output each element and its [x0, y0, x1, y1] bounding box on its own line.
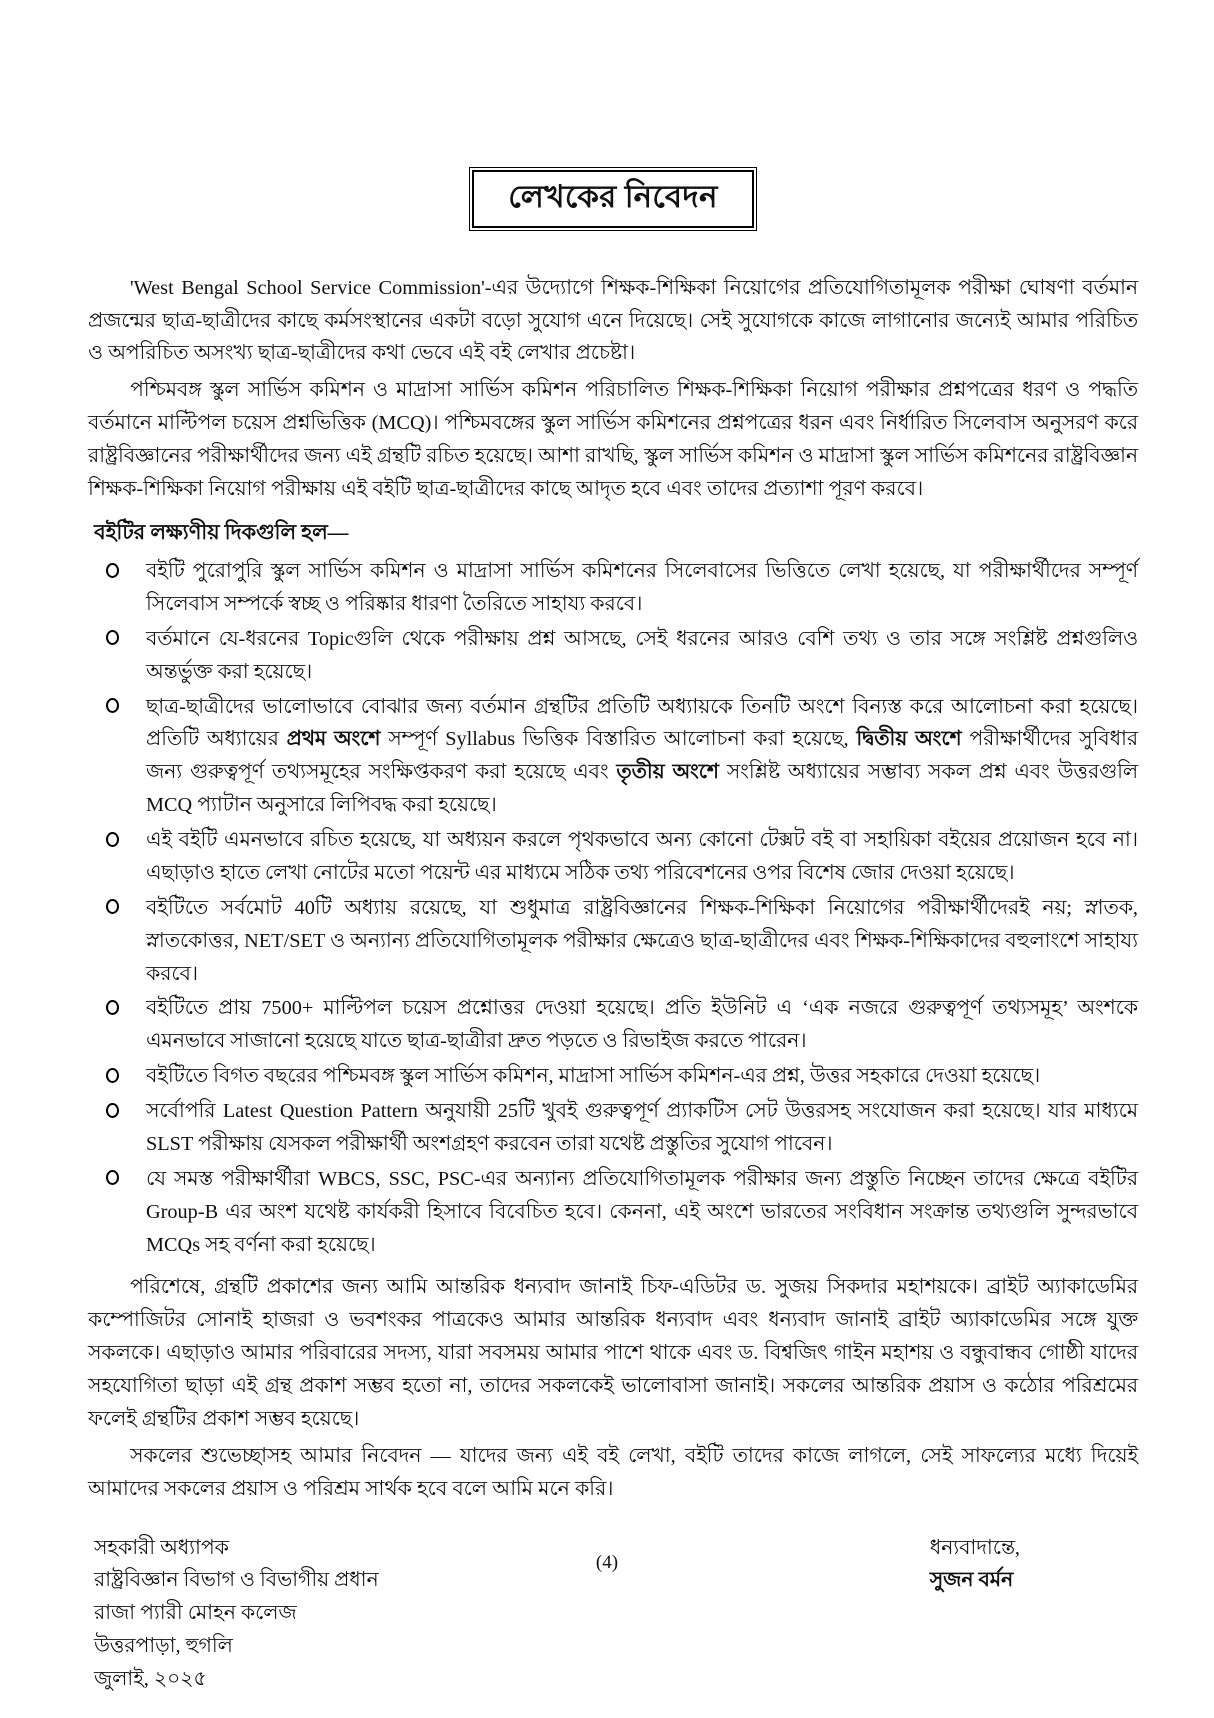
- intro-paragraph: 'West Bengal School Service Commission'-এর উদ্যোগে শিক্ষক-শিক্ষিকা নিয়োগের প্রতিযোগিতামূলক পরীক্ষা ঘোষণা বর্তমান প্রজন্মের ছাত্র-ছাত্রীদের কাছে কর্মসংস্থানের একটা বড়ো সুযোগ এনে দিয়েছে। সেই সুযোগকে কাজে লাগানোর জন্যেই আমার পরিচিত ও অপরিচিত অসংখ্য ছাত্র-ছাত্রীদের কথা ভেবে এই বই লেখার প্রচেষ্টা।: [88, 276, 1138, 365]
- feature-list-item: [88, 555, 1138, 621]
- page-number: (4): [595, 1552, 619, 1573]
- feature-text-segment: সর্বোপরি Latest Question Pattern অনুযায়ী 25টি খুবই গুরুত্বপূর্ণ প্র্যাকটিস সেট উত্তরসহ সংযোজন করা হয়েছে। যার মাধ্যমে SLST পরীক্ষায় যেসকল পরীক্ষার্থী অংশগ্রহণ করবেন তারা যথেষ্ট প্রস্তুতির সুযোগ পাবেন।: [146, 1100, 1138, 1155]
- feature-text-segment: যে সমস্ত পরীক্ষার্থীরা WBCS, SSC, PSC-এর অন্যান্য প্রতিযোগিতামূলক পরীক্ষার জন্য প্রস্তুতি নিচ্ছেন তাদের ক্ষেত্রে বইটির Group-B এর অংশ যথেষ্ট কার্যকরী হিসাবে বিবেচিত হবে। কেননা, এই অংশে ভারতের সংবিধান সংক্রান্ত তথ্যগুলি সুন্দরভাবে MCQs সহ বর্ণনা করা হয়েছে।: [146, 1167, 1138, 1256]
- feature-text: [146, 829, 1138, 884]
- feature-text-segment: পরীক্ষার্থীদের সুবিধার জন্য গুরুত্বপূর্ণ তথ্যসমূহের সংক্ষিপ্তকরণ করা হয়েছে এবং: [146, 728, 1138, 784]
- feature-text-segment: বইটিতে প্রায় 7500+ মাল্টিপল চয়েস প্রশ্নোত্তর দেওয়া হয়েছে। প্রতি ইউনিট এ ‘এক নজরে গুরুত্বপূর্ণ তথ্যসমূহ’ অংশকে এমনভাবে সাজানো হয়েছে যাতে ছাত্র-ছাত্রীরা দ্রুত পড়তে ও রিভাইজ করতে পারেন।: [146, 997, 1138, 1053]
- feature-list-item: [88, 623, 1138, 689]
- feature-text: [146, 997, 1138, 1052]
- intro-section: [88, 272, 1138, 506]
- circle-bullet-icon: [106, 1000, 119, 1015]
- feature-list-item: [88, 992, 1138, 1058]
- circle-bullet-icon: [106, 563, 119, 578]
- feature-text-segment: বইটি পুরোপুরি স্কুল সার্ভিস কমিশন ও মাদ্রাসা সার্ভিস কমিশনের সিলেবাসের ভিত্তিতে লেখা হয়েছে, যা পরীক্ষার্থীদের সম্পূর্ণ সিলেবাস সম্পর্কে স্বচ্ছ ও পরিষ্কার ধারণা তৈরিতে সাহায্য করবে।: [146, 560, 1138, 615]
- signature-line: সহকারী অধ্যাপক: [94, 1536, 229, 1559]
- circle-bullet-icon: [106, 630, 119, 645]
- signature-line: জুলাই, ২০২৫: [94, 1668, 207, 1691]
- page-title-container: [88, 170, 1138, 228]
- closing-paragraph: সকলের শুভেচ্ছাসহ আমার নিবেদন — যাদের জন্য এই বই লেখা, বইটি তাদের কাজে লাগলে, সেই সাফল্যের মধ্যে দিয়েই আমাদের সকলের প্রয়াস ও পরিশ্রম সার্থক হবে বলে আমি মনে করি।: [88, 1444, 1138, 1500]
- signature-line: রাজা প্যারী মোহন কলেজ: [94, 1602, 297, 1625]
- feature-text-segment: বর্তমানে যে-ধরনের Topicগুলি থেকে পরীক্ষায় প্রশ্ন আসছে, সেই ধরনের আরও বেশি তথ্য ও তার সঙ্গে সংশ্লিষ্ট প্রশ্নগুলিও অন্তর্ভুক্ত করা হয়েছে।: [146, 627, 1138, 683]
- feature-text-emphasis: প্রথম অংশে: [286, 728, 381, 751]
- feature-text-segment: এই বইটি এমনভাবে রচিত হয়েছে, যা অধ্যয়ন করলে পৃথকভাবে অন্য কোনো টেক্সট বই বা সহায়িকা বইয়ের প্রয়োজন হবে না। এছাড়াও হাতে লেখা নোটের মতো পয়েন্ট এর মাধ্যমে সঠিক তথ্য পরিবেশনের ওপর বিশেষ জোর দেওয়া হয়েছে।: [146, 829, 1138, 884]
- circle-bullet-icon: [106, 1170, 119, 1185]
- circle-bullet-icon: [106, 899, 119, 914]
- feature-text: [146, 560, 1138, 615]
- feature-text-segment: সম্পূর্ণ Syllabus ভিত্তিক বিস্তারিত আলোচনা করা হয়েছে,: [380, 728, 857, 751]
- feature-text-emphasis: দ্বিতীয় অংশে: [856, 728, 962, 751]
- feature-list-item: [88, 1163, 1138, 1262]
- feature-text-segment: বইটিতে সর্বমোট 40টি অধ্যায় রয়েছে, যা শুধুমাত্র রাষ্ট্রবিজ্ঞানের শিক্ষক-শিক্ষিকা নিয়োগের পরীক্ষার্থীদেরই নয়; স্নাতক, স্নাতকোত্তর, NET/SET ও অন্যান্য প্রতিযোগিতামূলক পরীক্ষার ক্ষেত্রেও ছাত্র-ছাত্রীদের এবং শিক্ষক-শিক্ষিকাদের বহুলাংশে সাহায্য করবে।: [146, 896, 1138, 985]
- page-content: [88, 170, 1138, 1696]
- feature-list-item: [88, 1095, 1138, 1161]
- feature-text-segment: সংশ্লিষ্ট অধ্যায়ের সম্ভাব্য সকল প্রশ্ন এবং উত্তরগুলি MCQ প্যাটান অনুসারে লিপিবদ্ধ করা হয়েছে।: [146, 761, 1138, 817]
- features-list: [88, 555, 1138, 1261]
- circle-bullet-icon: [106, 1068, 119, 1083]
- circle-bullet-icon: [106, 1103, 119, 1118]
- feature-text: [146, 696, 1138, 817]
- closing-section: [88, 1271, 1138, 1505]
- page-title: লেখকের নিবেদন: [508, 179, 718, 214]
- feature-text-segment: বইটিতে বিগত বছরের পশ্চিমবঙ্গ স্কুল সার্ভিস কমিশন, মাদ্রাসা সার্ভিস কমিশন-এর প্রশ্ন, উত্তর সহকারে দেওয়া হয়েছে।: [146, 1065, 1041, 1088]
- features-heading: বইটির লক্ষ্যণীয় দিকগুলি হল—: [94, 520, 349, 544]
- feature-text: [146, 628, 1138, 683]
- closing-paragraph: পরিশেষে, গ্রন্থটি প্রকাশের জন্য আমি আন্তরিক ধন্যবাদ জানাই চিফ-এডিটর ড. সুজয় সিকদার মহাশয়কে। ব্রাইট অ্যাকাডেমির কম্পোজিটর সোনাই হাজরা ও ভবশংকর পাত্রকেও আমার আন্তরিক ধন্যবাদ এবং ধন্যবাদ জানাই ব্রাইট অ্যাকাডেমির সঙ্গে যুক্ত সকলকে। এছাড়াও আমার পরিবারের সদস্য, যারা সবসময় আমার পাশে থাকে এবং ড. বিশ্বজিৎ গাইন মহাশয় ও বন্ধুবান্ধব গোষ্ঠী যাদের সহযোগিতা ছাড়া এই গ্রন্থ প্রকাশ সম্ভব হতো না, তাদের সকলকেই ভালোবাসা জানাই। সকলের আন্তরিক প্রয়াস ও কঠোর পরিশ্রমের ফলেই গ্রন্থটির প্রকাশ সম্ভব হয়েছে।: [88, 1276, 1138, 1430]
- signature-line: উত্তরপাড়া, হুগলি: [94, 1635, 233, 1658]
- closing-salutation: ধন্যবাদান্তে,: [929, 1536, 1020, 1559]
- signature-line: রাষ্ট্রবিজ্ঞান বিভাগ ও বিভাগীয় প্রধান: [94, 1569, 379, 1592]
- circle-bullet-icon: [106, 832, 119, 847]
- author-name: সুজন বর্মন: [929, 1569, 1014, 1592]
- feature-text: [146, 1100, 1138, 1155]
- title-box: [472, 170, 754, 228]
- feature-list-item: [88, 1060, 1138, 1093]
- feature-list-item: [88, 691, 1138, 823]
- feature-text: [146, 1065, 1040, 1087]
- intro-paragraph: পশ্চিমবঙ্গ স্কুল সার্ভিস কমিশন ও মাদ্রাসা সার্ভিস কমিশন পরিচালিত শিক্ষক-শিক্ষিকা নিয়োগ পরীক্ষার প্রশ্নপত্রের ধরণ ও পদ্ধতি বর্তমানে মাল্টিপল চয়েস প্রশ্নভিত্তিক (MCQ)। পশ্চিমবঙ্গের স্কুল সার্ভিস কমিশনের প্রশ্নপত্রের ধরন এবং নির্ধারিত সিলেবাস অনুসরণ করে রাষ্ট্রবিজ্ঞানের পরীক্ষার্থীদের জন্য এই গ্রন্থটি রচিত হয়েছে। আশা রাখছি, স্কুল সার্ভিস কমিশন ও মাদ্রাসা স্কুল সার্ভিস কমিশনের রাষ্ট্রবিজ্ঞান শিক্ষক-শিক্ষিকা নিয়োগ পরীক্ষায় এই বইটি ছাত্র-ছাত্রীদের কাছে আদৃত হবে এবং তাদের প্রত্যাশা পূরণ করবে।: [88, 379, 1138, 500]
- feature-text-segment: ছাত্র-ছাত্রীদের ভালোভাবে বোঝার জন্য বর্তমান গ্রন্থটির প্রতিটি অধ্যায়কে তিনটি অংশে বিন্যস্ত করে আলোচনা করা হয়েছে। প্রতিটি অধ্যায়ের: [146, 695, 1138, 751]
- feature-text: [146, 1168, 1138, 1256]
- feature-text-emphasis: তৃতীয় অংশে: [616, 761, 719, 784]
- feature-text: [146, 897, 1138, 985]
- feature-list-item: [88, 824, 1138, 890]
- circle-bullet-icon: [106, 698, 119, 713]
- feature-list-item: [88, 892, 1138, 991]
